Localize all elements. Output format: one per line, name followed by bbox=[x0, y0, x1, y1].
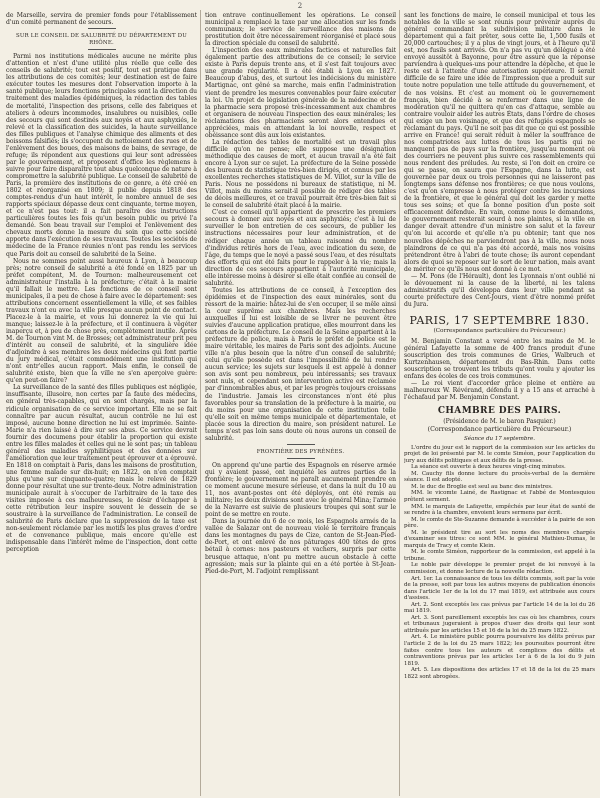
body-paragraph: M. Cauchy fils donne lecture du procès-verbal de la dernière séance. Il est adopté. bbox=[404, 470, 595, 484]
presidency-note: (Présidence de M. le baron Pasquier.) bbox=[443, 418, 556, 426]
body-paragraph: Parmi nos institutions médicales aucune ne mérite plus d'attention et n'est d'une utilité plus réelle que celle des conseils de salubrité; tout est positif, tout est pratique dans les attributions de ces comités; leur destination est de faire exécuter toutes les mesures dont l'observation importe à la santé publique; leurs fonctions principales sont la direction du traitement des maladies épidémiques, la rédaction des tables de mortalité, l'inspection des prisons, celle des fabriques et ateliers à odeurs incommodes, insalubres ou nuisibles, celle des secours qui sont destinés aux noyés et aux asphyxiés, le relevé et la classification des suicides, la haute surveillance des filles publiques et l'analyse chimique des aliments et des boissons falsifiés; ils s'occupent du nettoiement des rues et de l'enlèvement des boues, des maisons de bains, de sevrage, de refuge; ils répondent aux questions qui leur sont adressées par le gouvernement, et proposent d'office les règlemens à suivre pour faire disparaître tout abus quelconque de nature à compromettre la salubrité publique. Le conseil de salubrité de Paris, la première des institutions de ce genre, a été créé en 1802 et réorganisé en 1809; il publie depuis 1818 des comptes-rendus d'un haut intérêt, le nombre annuel de ses rapports spéciaux dépasse deux cent cinquante, terme moyen, et ce n'est pas tout: il a fait paraître des instructions particulières toutes les fois qu'un besoin public ou privé l'a demandé. Son beau travail sur l'emploi et l'enlèvement des chevaux morts donne la mesure du soin que cette société apporte dans l'exécution de ses travaux. Toutes les sociétés de médecine de la France réunies n'ont pas rendu les services que Paris doit au conseil de salubrité de la Seine. bbox=[6, 53, 197, 258]
session-date: Séance du 17 septembre. bbox=[464, 435, 535, 442]
correspondence-note: (Correspondance particulière du Précurseur.) bbox=[427, 426, 572, 434]
body-paragraph: L'ordre du jour est le rapport de la commission sur les articles du projet de loi présenté par M. le comte Siméon, pour l'application du jury aux délits politiques et aux délits de la presse. bbox=[404, 444, 595, 464]
body-paragraph: Art. 2. Sont exceptés les cas prévus par l'article 14 de la loi du 26 mai 1819. bbox=[404, 601, 595, 615]
body-paragraph: L'inspection des eaux minérales factices et naturelles fait également partie des attributions de ce conseil; le service existe à Paris depuis trente ans, et il s'est fait toujours avec une grande régularité. Il a été établi à Lyon en 1827. Beaucoup d'abus, des, et surtout les indécisions du ministère Martignac, ont gêné sa marche, mais enfin l'administration vient de prendre les mesures convenables pour faire exécuter la loi. Un projet de législation générale de la médecine et de la pharmacie sera proposé très-incessamment aux chambres et organisera de nouveau l'inspection des eaux minérales; les réclamations des pharmaciens seront alors entendues et appréciées, mais en attendant la loi nouvelle, respect et obéissance sont dûs aux lois existantes. bbox=[205, 47, 396, 139]
body-paragraph: La rédaction des tables de mortalité est un travail plus difficile qu'on ne pense; elle suppose une désignation méthodique des causes de mort, et aucun travail n'a été fait encore à Lyon sur ce sujet. La préfecture de la Seine possède des bureaux de statistique très-bien dirigés, et connus par les excellentes recherches statistiques de M. Villot, sur la ville de Paris. Nous ne possédons ni bureaux de statistique, ni M. Villot, mais du moins serait-il possible de rédiger des tables de décès meilleures, et ce travail pourrait être très-bien fait si le conseil de salubrité était placé à la mairie. bbox=[205, 138, 396, 210]
separator bbox=[88, 49, 116, 50]
dateline: PARIS, 17 SEPTEMBRE 1830. bbox=[409, 313, 590, 327]
body-paragraph: — Le roi vient d'accorder grâce pleine et entière au malheureux W. Révérand, défendu il y a 15 ans et arraché à l'échafaud par M. Benjamin Constant. bbox=[404, 380, 595, 402]
body-paragraph: Nous ne sommes point aussi heureux à Lyon, à beaucoup près; notre conseil de salubrité a été fondé en 1825 par un préfet compétent, M. de Tournon: malheureusement cet administrateur l'installa à la préfecture; c'était à la mairie qu'il fallait le mettre. Les fonctions de ce conseil sont municipales, il a peu de chose à faire avec le département: ses attributions concernent essentiellement la ville, et ses faibles travaux n'ont eu avec la ville presque aucun point de contact. Placez-le à la mairie, et vous lui donnerez la vie qui lui manque; laissez-le à la préfecture, et il continuera à végéter inaperçu et, à peu de chose près, complètement inutile. Après M. de Tournon vint M. de Brosses; cet administrateur prit peu d'intérêt au conseil de salubrité, et la singulière idée d'adjoindre à ses membres les deux médecins qui font partie du jury médical, c'était commodément une institution qui n'ont entr'elles aucun rapport. Mais enfin, le conseil de salubrité existe, bien que la ville ne s'en aperçoive guère: qu'en peut-on faire? bbox=[6, 257, 197, 385]
column-1 bbox=[6, 12, 197, 794]
separator bbox=[287, 458, 315, 459]
column-divider bbox=[399, 10, 400, 796]
body-paragraph: M. le comte de Ste-Suzanne demande à succéder à la pairie de son père. bbox=[404, 516, 595, 530]
page-number: 2 bbox=[297, 2, 303, 10]
opening-paragraph: de Marseille, servira de premier fonds pour l'établissement d'un comité permanent de secours. bbox=[6, 12, 197, 27]
body-paragraph: M. Benjamin Constant a versé entre les mains de M. le général Lafayette la somme de 400 francs produit d'une souscription des trois communes de Gries, Walbruch et Kurtzenhausen, département du Bas-Rhin. Dans cette souscription se trouvent les tributs qu'ont voulu y ajouter les enfans des écoles de ces trois communes. bbox=[404, 338, 595, 381]
correspondence-note: (Correspondance particulière du Précurseur.) bbox=[433, 327, 566, 334]
body-paragraph: Art. 1er. La connaissance de tous les délits commis, soit par la voie de la presse, soit par tous les autres moyens de publication énoncés dans l'article 1er de la loi du 17 mai 1819, est attribuée aux cours d'assises. bbox=[404, 575, 595, 602]
separator bbox=[88, 28, 116, 29]
body-paragraph: Le noble pair développe le premier projet de loi renvoyé à la commission, et donne lecture de la nouvelle rédaction. bbox=[404, 562, 595, 575]
separator bbox=[287, 444, 315, 445]
body-paragraph: — M. Pons (de l'Hérault), dont les Lyonnais n'ont oublié ni le dévouement ni la cause de la liberté, ni les talens administratifs qu'il développa dans leur ville pendant sa courte préfecture des Cent-Jours, vient d'être nommé préfet du Jura. bbox=[404, 272, 595, 308]
body-paragraph: On apprend qu'une partie des Espagnols en réserve armée qui y avaient passé, ont inquiété les autres parties de la frontière; le gouvernement ne paraît aucunement prendre en ce moment aucune mesure sérieuse, et dans la nuit du 10 au 11, nos avant-postes ont été déployés, ont été remis au militaire; les deux divisions sont avec le général Mina; l'armée de la Navarre est suivie de plusieurs troupes qui sont sur le point de se mettre en route. bbox=[205, 461, 396, 519]
body-paragraph: Art. 3. Sont pareillement exceptés les cas où les chambres, cours et tribunaux jugeraient à propos d'user des droits qui leur sont attribués par les articles 15 et 16 de la loi du 25 mars 1822. bbox=[404, 614, 595, 634]
body-paragraph: La surveillance de la santé des filles publiques est négligée, insuffisante, illusoire, non certes par la faute des médecins, en général très-capables, qui en sont chargés, mais par la ridicule organisation de ce service important. Elle ne se fait connaître par aucun résultat, aucun contrôle ne lui est imposé, aucune bonne direction ne lui est imprimée. Sainte-Marie n'a rien laissé à dire sur ses abus. Ce service devrait fournir des documens pour établir la proportion qui existe entre les filles malades et celles qui ne le sont pas; un tableau général des maladies syphilitiques et des données sur l'amélioration que leur traitement peut éprouver et a éprouvé. En 1818 on comptait à Paris, dans les maisons de prostitution, une femme malade sur dix-huit; en 1822, on n'en comptait plus qu'une sur cinquante-quatre; mais le relevé de 1829 donne pour résultat une sur trente-deux. Notre administration municipale aurait à s'occuper de l'arbitraire de la taxe des visites imposée à ces malheureuses, le désir d'échapper à cette rétribution leur inspire souvent le dessein de se soustraire à la surveillance de l'administration. Le conseil de salubrité de Paris déclare que la suppression de la taxe est non-seulement réclamée par les motifs les plus graves d'ordre et de convenance publique, mais encore qu'elle est indispensable dans l'intérêt même de l'inspection, dont cette perception bbox=[6, 384, 197, 554]
body-paragraph: C'est ce conseil qu'il appartient de prescrire les premiers secours à donner aux noyés et aux asphyxiés; c'est à lui de surveiller le bon entretien de ces secours, de publier les instructions nécessaires pour leur administration, et de rédiger chaque année un tableau raisonné du nombre d'individus retirés hors de l'eau, avec indication du sexe, de l'âge, du temps que le noyé a passé sous l'eau, et des résultats des efforts qui ont été faits pour le rappeler à la vie; mais la direction de ces secours appartient à l'autorité municipale, elle intéresse moins à désirer si elle était confiée au conseil de salubrité. bbox=[205, 209, 396, 287]
body-paragraph: M. le comte Siméon, rapporteur de la commission, est appelé à la tribune. bbox=[404, 549, 595, 562]
chamber-heading: CHAMBRE DES PAIRS. bbox=[437, 406, 562, 417]
column-3 bbox=[404, 12, 595, 794]
column-divider bbox=[200, 10, 201, 796]
column-2 bbox=[205, 12, 396, 794]
body-paragraph: tion entrave continuellement les opérations. Le conseil municipal a remplacé la taxe par une allocation sur les fonds communaux; le service de surveillance des maisons de prostitution doit être nécessairement réorganisé et placé sous la direction spéciale du conseil de salubrité. bbox=[205, 12, 396, 48]
body-paragraph: sant les fonctions de maire, le conseil municipal et tous les notables de la ville se sont réunis pour prévenir auprès du général commandant la subdivision militaire dans le département qui a fait prêter, sous cette lie, 1,500 fusils et 20,000 cartouches; il y a plus de vingt jours, et à l'heure qu'il est, nos fusils sont arrivés. On n'a pas vu qu'un délégué a été envoyé aussitôt à Bayonne, pour être assuré que la réponse parviendra à quelques-uns pour attendre la dépêche, et que le reste est à l'attente d'une autorisation supérieure. Il serait difficile de se faire une idée de l'impression que a produit sur toute notre population une telle attitude du gouvernement, et de nos voisins. Et c'est au moment où le gouvernement français, bien décidé à se renfermer dans une ligne de modération qu'il ne quittera qu'en cas d'attaque, semble au contraire vouloir aider les autres États, dans l'ordre de choses qui exige un bon voisinage, et que des réfugiés espagnols se réclamant du pays. Qu'il ne soit pas dit que ce qui est possible arrive en France! qui serait réduit à mêler la souffrance de nos compatriotes aux luttes de tous les partis qui ne manquent pas de pays sur la frontière, jusqu'au moment où des courriers ne peuvent plus suivre ces rassemblements qui nous rendent des préludes. Au reste, si l'on doit en croire ce qui se passe, on saura que l'Espagne, dans la lutte, est gouvernée par deux ou trois personnes qui ne laisseront pas longtemps sans défense nos frontières; ce que nous voulons, c'est qu'on s'empresse à nous protéger contre les incursions de la frontière, et que le général qui doit les garder y mette tous ses soins; et que la bonne position d'un poste soit efficacement défendue. En vain, comme nous le demandons, le gouvernement resterait sourd à nos plaintes, si la ville en danger devait attendre d'un ministre son salut et la faveur qu'on lui accorde et qu'elle n'a pu obtenir; tant que nos nouvelles dépêches ne parviendront pas à la ville, nous nous plaindrons de ce qui n'a pas été accordé, mais nos voisins prétendront être à l'abri de toute chose; ils auront cependant alors de quoi se reposer sur le sort de leur nation, mais avant de mériter ce qu'ils nous ont donné à ce mot. bbox=[404, 12, 595, 273]
body-paragraph: Toutes les attributions de ce conseil, à l'exception des épidémies et de l'inspection des eaux minérales, sont du ressort de la mairie: hâtez-lui de s'en occuper, il se mêle ainsi la cour suprême aux chambres. Mais les recherches auxquelles il lui est loisible de se livrer ne peuvent être suivies d'aucune application pratique, elles mourront dans les cartons de la préfecture. Le conseil de la Seine appartient à la préfecture de police, mais à Paris le préfet de police est le maire véritable, les maires de Paris sont des adjoints. Aucune ville n'a plus besoin que la nôtre d'un conseil de salubrité; celui qu'elle possède est dans l'impossibilité de lui rendre aucun service; les sujets sur lesquels il est appelé à donner son avis sont peu nombreux, peu intéressants; ses travaux sont nuls, et cependant son intervention active est réclamée par d'innombrables abus, et par les progrès toujours croissans de l'industrie. Jamais les circonstances n'ont été plus favorables pour sa translation de la préfecture à la mairie, ou du moins pour une organisation de cette institution telle qu'elle soit en même temps municipale et départementale, et placée sous la direction du maire, son président naturel. Le temps n'est pas loin sans doute où nous aurons un conseil de salubrité. bbox=[205, 286, 396, 442]
frontier-heading: FRONTIÈRE DES PYRÉNÉES. bbox=[256, 448, 345, 455]
health-council-heading: SUR LE CONSEIL DE SALUBRITÉ DU DÉPARTEMENT DU RHÔNE. bbox=[15, 33, 188, 47]
body-paragraph: Dans la journée du 6 de ce mois, les Espagnols armés de la vallée de Salazar ont de nouveau violé le territoire français dans les montagnes du pays de Cize, canton de St-Jean-Pied-de-Port, et ont enlevé de nos pâturages 400 têtes de gros bétail à cornes: nos pasteurs et vachers, surpris par cette brusque attaque, n'ont pu mettre aucun obstacle à cette agression; mais sur la plainte qui en a été portée à St-Jean-Pied-de-Port, M. l'adjoint remplissant bbox=[205, 518, 396, 575]
body-paragraph: Art. 4. Le ministère public pourra poursuivre les délits prévus par l'article 2 de la loi du 25 mars 1822; les poursuites pourront être faites contre tous les auteurs et complices des délits et contraventions prévus par les articles 1er à 6 de la loi du 9 juin 1819. bbox=[404, 634, 595, 667]
body-paragraph: MM. le vicomte Lainé, de Rastignac et l'abbé de Montesquiou prêtent serment. bbox=[404, 490, 595, 503]
body-paragraph: La séance est ouverte à deux heures vingt-cinq minutes. bbox=[411, 464, 566, 471]
body-paragraph: M. le duc de Broglie est seul au banc des ministres. bbox=[411, 483, 553, 490]
body-paragraph: Art. 5. Les dispositions des articles 17 et 18 de la loi du 25 mars 1822 sont abrogées. bbox=[404, 667, 595, 680]
body-paragraph: M. le président tire au sort les noms des membres chargés d'examiner ses titres: ce sont MM. le général Mathieu-Dumas, le marquis de Tracy et comte Klein. bbox=[404, 529, 595, 549]
body-paragraph: MM. le marquis de Lafayette, empêchés par leur état de santé de se rendre à la chambre, envoient leurs sermens par écrit. bbox=[404, 503, 595, 517]
